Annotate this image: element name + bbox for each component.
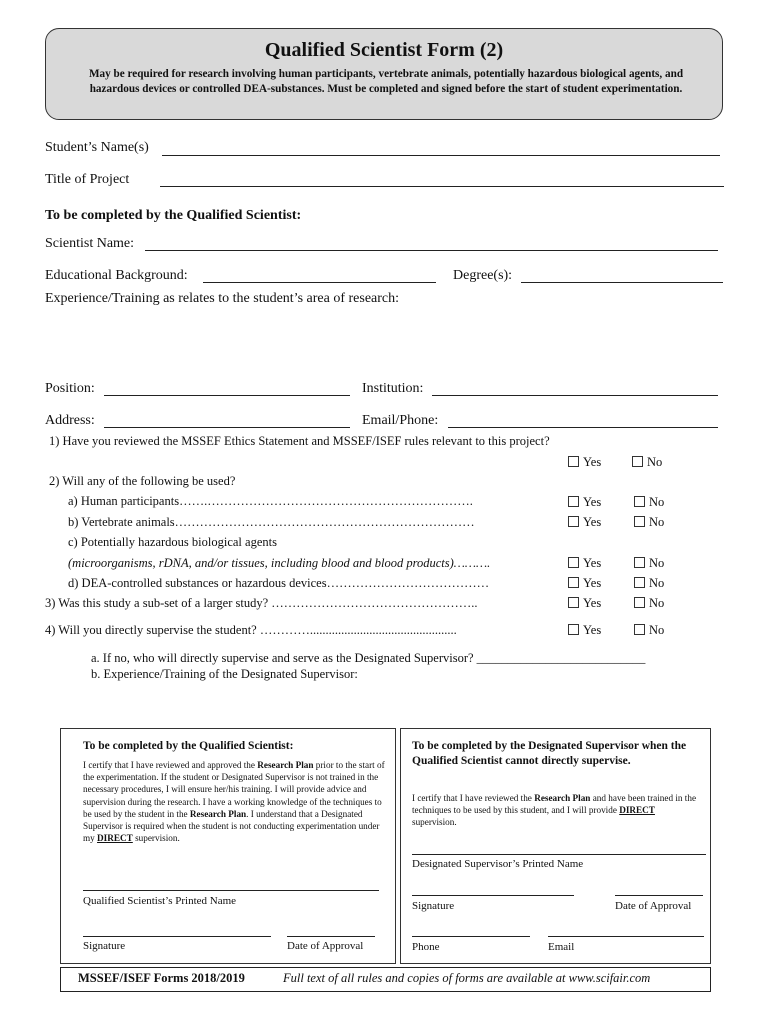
yes-label: Yes xyxy=(583,515,602,529)
research-plan-term: Research Plan xyxy=(257,760,314,770)
qualified-scientist-signature-line[interactable] xyxy=(83,936,271,937)
q2d-yes[interactable] xyxy=(568,576,601,591)
yes-label: Yes xyxy=(583,455,602,469)
form-title: Qualified Scientist Form (2) xyxy=(264,39,504,61)
no-label: No xyxy=(649,556,665,570)
no-label: No xyxy=(647,455,663,469)
degrees-field[interactable] xyxy=(521,282,723,283)
form-footer xyxy=(60,967,711,992)
designated-supervisor-phone-line[interactable] xyxy=(412,936,530,937)
no-label: No xyxy=(649,623,665,637)
checkbox-icon[interactable] xyxy=(632,456,643,467)
degrees-label: Degree(s): xyxy=(453,268,513,283)
experience-label: Experience/Training as relates to the student’s area of research: xyxy=(45,291,400,306)
research-plan-term: Research Plan xyxy=(189,808,247,819)
form-subtitle: May be required for research involving human participants, vertebrate animals, potentially hazardous biological agents, and hazardous devices or controlled DEA-substances. Must be completed and signed before the start of student experimentation. xyxy=(88,68,684,95)
no-label: No xyxy=(649,515,665,529)
position-field[interactable] xyxy=(104,395,350,396)
q2a-yes[interactable] xyxy=(568,495,601,510)
question-3: 3) Was this study a sub-set of a larger study? ………………………………………….. xyxy=(45,596,478,610)
q4-yes[interactable] xyxy=(568,623,601,638)
certification-text: supervision. xyxy=(132,833,180,844)
q2b-no[interactable] xyxy=(634,515,664,530)
right-panel-heading: To be completed by the Designated Supervisor when the Qualified Scientist cannot directly supervise. xyxy=(412,740,687,767)
checkbox-icon[interactable] xyxy=(634,516,645,527)
question-2b: b) Vertebrate animals……………………………………………………………… xyxy=(68,515,475,529)
certification-text: I certify that I have reviewed and approved the xyxy=(83,760,258,770)
designated-supervisor-signature-label: Signature xyxy=(412,900,455,912)
left-panel-heading: To be completed by the Qualified Scientist: xyxy=(83,740,294,752)
q3-no[interactable] xyxy=(634,596,664,611)
designated-supervisor-email-label: Email xyxy=(548,941,575,953)
checkbox-icon[interactable] xyxy=(634,496,645,507)
checkbox-icon[interactable] xyxy=(568,456,579,467)
certification-text: and have been trained in the techniques to be used by this student, and I will provide xyxy=(412,793,697,816)
project-title-field[interactable] xyxy=(160,186,724,187)
q2d-no[interactable] xyxy=(634,576,664,591)
question-2a: a) Human participants…….………………………………………………………. xyxy=(68,494,473,508)
checkbox-icon[interactable] xyxy=(634,557,645,568)
yes-label: Yes xyxy=(583,495,602,509)
no-label: No xyxy=(649,596,665,610)
scientist-name-field[interactable] xyxy=(145,250,718,251)
question-4b: b. Experience/Training of the Designated Supervisor: xyxy=(91,667,358,681)
checkbox-icon[interactable] xyxy=(568,516,579,527)
qualified-scientist-printed-name-line[interactable] xyxy=(83,890,379,891)
qualified-scientist-heading: To be completed by the Qualified Scientist: xyxy=(45,208,302,223)
checkbox-icon[interactable] xyxy=(568,577,579,588)
checkbox-icon[interactable] xyxy=(568,624,579,635)
scientist-name-label: Scientist Name: xyxy=(45,236,135,251)
q2c-no[interactable] xyxy=(634,556,664,571)
address-field[interactable] xyxy=(104,427,350,428)
designated-supervisor-date-line[interactable] xyxy=(615,895,703,896)
research-plan-term: Research Plan xyxy=(534,793,591,803)
question-4: 4) Will you directly supervise the student? …………............................................... xyxy=(45,623,457,637)
yes-label: Yes xyxy=(583,576,602,590)
qualified-scientist-signature-label: Signature xyxy=(83,940,126,952)
question-2: 2) Will any of the following be used? xyxy=(49,474,236,488)
question-4a: a. If no, who will directly supervise and serve as the Designated Supervisor? ___________________________ xyxy=(91,651,646,665)
direct-term: DIRECT xyxy=(619,805,655,816)
email-phone-label: Email/Phone: xyxy=(362,413,439,428)
designated-supervisor-date-label: Date of Approval xyxy=(615,900,692,912)
question-1: 1) Have you reviewed the MSSEF Ethics Statement and MSSEF/ISEF rules relevant to this project? xyxy=(49,434,550,448)
checkbox-icon[interactable] xyxy=(568,496,579,507)
certification-text: I certify that I have reviewed the xyxy=(412,793,535,803)
designated-supervisor-signature-line[interactable] xyxy=(412,895,574,896)
no-label: No xyxy=(649,495,665,509)
institution-field[interactable] xyxy=(432,395,718,396)
designated-supervisor-email-line[interactable] xyxy=(548,936,704,937)
no-label: No xyxy=(649,576,665,590)
educational-background-field[interactable] xyxy=(203,282,436,283)
q2b-yes[interactable] xyxy=(568,515,601,530)
institution-label: Institution: xyxy=(362,381,424,396)
checkbox-icon[interactable] xyxy=(634,577,645,588)
q2c-yes[interactable] xyxy=(568,556,601,571)
checkbox-icon[interactable] xyxy=(634,597,645,608)
email-phone-field[interactable] xyxy=(448,427,718,428)
left-panel-certification-text xyxy=(83,759,385,844)
question-2d: d) DEA-controlled substances or hazardous devices………………………………… xyxy=(68,576,490,590)
certification-text: prior to the start of the experimentation. If the student or Designated Supervisor is not trained in the necessary procedures, I will ensure her/his training. I will provide advice and supervision during the research. I have a working knowledge of the techniques to be used by the student in the xyxy=(83,760,385,819)
designated-supervisor-phone-label: Phone xyxy=(412,941,440,953)
checkbox-icon[interactable] xyxy=(634,624,645,635)
students-name-label: Student’s Name(s) xyxy=(45,140,149,155)
certification-text: supervision. xyxy=(412,817,457,828)
position-label: Position: xyxy=(45,381,95,396)
q2a-no[interactable] xyxy=(634,495,664,510)
right-panel-certification-text xyxy=(412,792,698,829)
footer-rules-note: Full text of all rules and copies of forms are available at www.scifair.com xyxy=(283,971,651,985)
form-header xyxy=(45,28,723,120)
students-name-field[interactable] xyxy=(162,155,720,156)
q4-no[interactable] xyxy=(634,623,664,638)
qualified-scientist-printed-name-label: Qualified Scientist’s Printed Name xyxy=(83,895,237,907)
q1-no[interactable] xyxy=(632,455,662,470)
qualified-scientist-certification-panel xyxy=(60,728,396,964)
yes-label: Yes xyxy=(583,623,602,637)
experience-field[interactable] xyxy=(45,310,723,372)
checkbox-icon[interactable] xyxy=(568,557,579,568)
project-title-label: Title of Project xyxy=(45,172,130,187)
address-label: Address: xyxy=(45,413,95,428)
designated-supervisor-certification-panel xyxy=(400,728,711,964)
checkbox-icon[interactable] xyxy=(568,597,579,608)
qualified-scientist-date-line[interactable] xyxy=(287,936,375,937)
yes-label: Yes xyxy=(583,556,602,570)
question-2c-detail: (microorganisms, rDNA, and/or tissues, including blood and blood products)………. xyxy=(68,556,491,570)
q1-yes[interactable] xyxy=(568,455,601,470)
yes-label: Yes xyxy=(583,596,602,610)
footer-form-year: MSSEF/ISEF Forms 2018/2019 xyxy=(78,971,245,985)
question-2c: c) Potentially hazardous biological agents xyxy=(68,535,277,549)
designated-supervisor-printed-name-label: Designated Supervisor’s Printed Name xyxy=(412,858,584,870)
educational-background-label: Educational Background: xyxy=(45,268,188,283)
q3-yes[interactable] xyxy=(568,596,601,611)
certification-text: . I understand that a Designated Supervisor is required when the student is not conducting experimentation under my xyxy=(83,808,380,844)
designated-supervisor-printed-name-line[interactable] xyxy=(412,854,706,855)
qualified-scientist-date-label: Date of Approval xyxy=(287,940,364,952)
direct-term: DIRECT xyxy=(97,833,133,844)
